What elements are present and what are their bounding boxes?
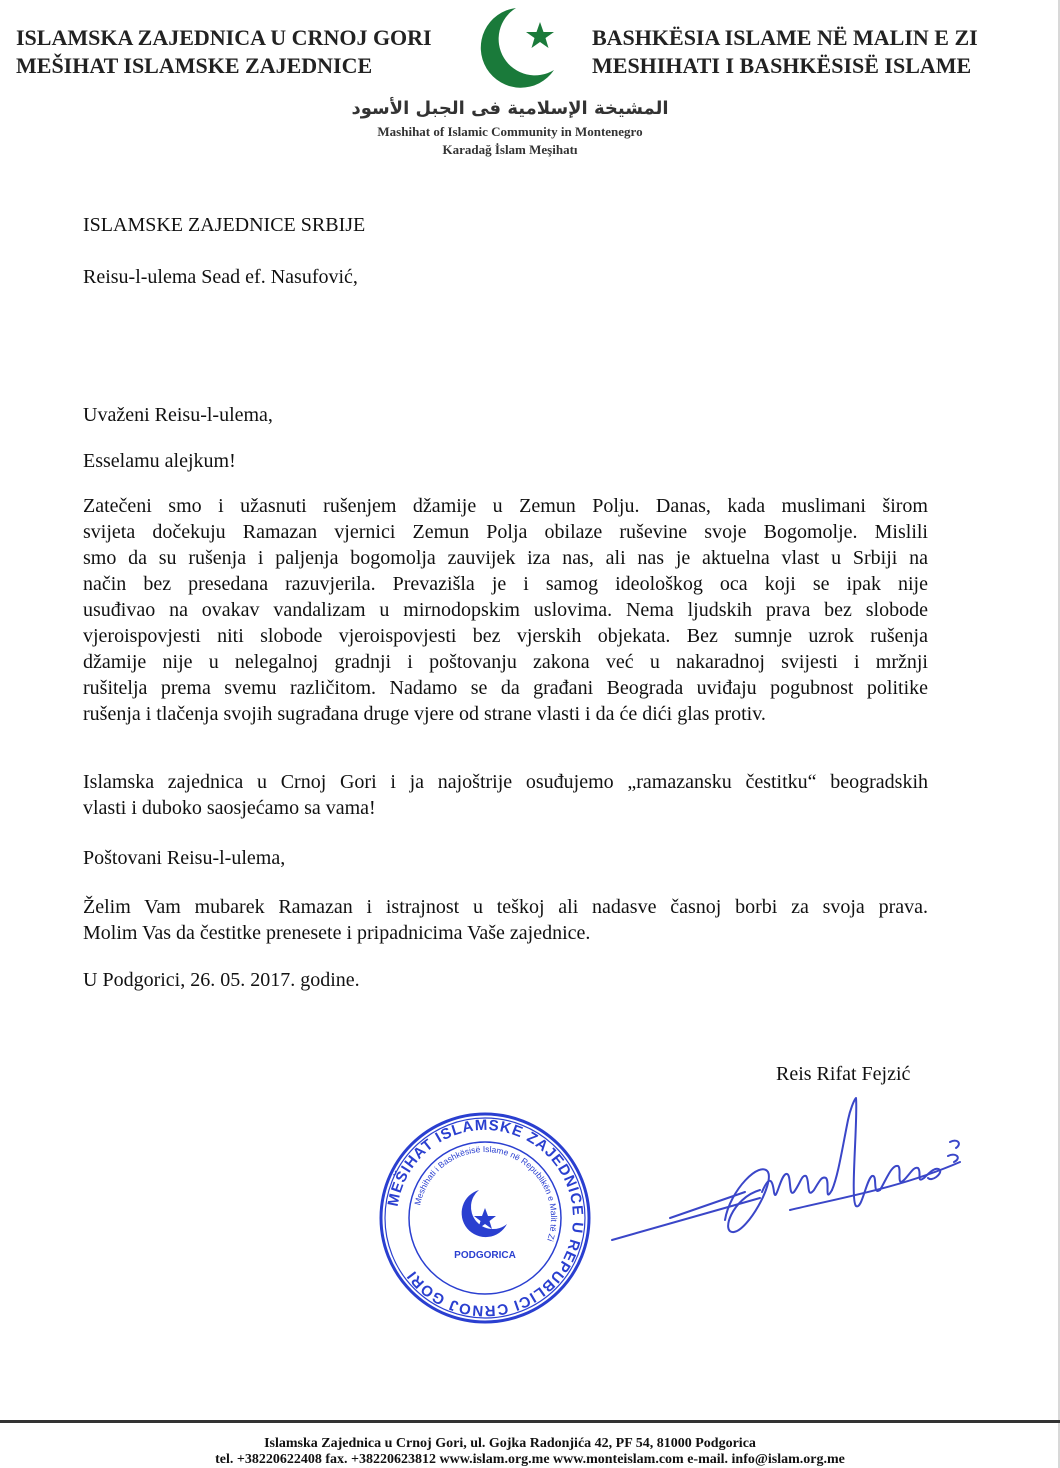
recipient-name: Reisu-l-ulema Sead ef. Nasufović, [83, 266, 358, 288]
letterhead-arabic: المشيخة الإسلامية فى الجبل الأسود [351, 98, 669, 119]
stamp-inner-text: Meshihati i Bashkësisë Islame në Republikën e Malit të Zi [412, 1143, 560, 1243]
paragraph-1-line: način bez presedana razuvjerila. Prevazišla je i samog ideološkog oca koji se ipak nije [83, 573, 928, 595]
paragraph-3-line: Želim Vam mubarek Ramazan i istrajnost u teškoj ali nadasve časnoj borbi za svoja prava. [83, 896, 928, 918]
official-stamp [375, 1108, 595, 1328]
letterhead-left-line2: MEŠIHAT ISLAMSKE ZAJEDNICE [16, 53, 373, 78]
greeting: Esselamu alejkum! [83, 450, 236, 472]
paragraph-1-line: džamije nije u nelegalnoj gradnji i poštovanju zakona već u nakaradnoj svijesti i mržnji [83, 651, 928, 673]
crescent-star-icon [470, 4, 570, 90]
footer-contacts: tel. +38220622408 fax. +38220623812 www.islam.org.me www.monteislam.com e-mail. info@islam.org.me [215, 1452, 845, 1467]
footer-address: Islamska Zajednica u Crnoj Gori, ul. Gojka Radonjića 42, PF 54, 81000 Podgorica [264, 1436, 756, 1451]
paragraph-2-line: vlasti i duboko saosjećamo sa vama! [83, 797, 376, 819]
letterhead-right [592, 24, 1012, 80]
paragraph-1-line: vjeroispovjesti niti slobode vjeroispovjesti bez vjerskih objekata. Bez sumnje uzrok rušenja [83, 625, 928, 647]
letterhead-left-line1: ISLAMSKA ZAJEDNICA U CRNOJ GORI [16, 25, 432, 50]
paragraph-1-line: smo da su rušenja i paljenja bogomolja zauvijek iza nas, ali nas je aktuelna vlast u Srbiji na [83, 547, 928, 569]
paragraph-1-line: rušitelja prema svemu različitom. Nadamo se da građani Beograda uviđaju pogubnost politike [83, 677, 928, 699]
handwritten-signature [610, 1080, 970, 1280]
stamp-outer-text: MEŠIHAT ISLAMSKE ZAJEDNICE U REPUBLICI CRNOJ GORI [384, 1116, 587, 1320]
stamp-city: PODGORICA [454, 1250, 516, 1261]
paragraph-1-line: usuđivao na ovakav vandalizam u mirnodopskim uslovima. Nema ljudskih prava bez slobode [83, 599, 928, 621]
salutation: Uvaženi Reisu-l-ulema, [83, 404, 273, 426]
place-date: U Podgorici, 26. 05. 2017. godine. [83, 969, 360, 991]
paragraph-3 [83, 894, 928, 946]
signatory-name: Reis Rifat Fejzić [776, 1063, 911, 1085]
paragraph-1-line: Zatečeni smo i užasnuti rušenjem džamije u Zemun Polju. Danas, kada muslimani širom [83, 495, 928, 517]
footer-rule [0, 1420, 1060, 1423]
letterhead-right-line1: BASHKËSIA ISLAME NË MALIN E ZI [592, 25, 978, 50]
stamp-crescent-icon [462, 1190, 507, 1237]
paragraph-1-line: rušenja i tlačenja svojih sugrađana druge vjere od strane vlasti i da će dići glas protiv. [83, 703, 766, 725]
paragraph-1 [83, 493, 928, 727]
paragraph-1-line: svijeta dočekuju Ramazan vjernici Zemun Polja obilaze ruševine svoje Bogomolje. Mislili [83, 521, 928, 543]
letterhead-english: Mashihat of Islamic Community in Montenegro [377, 124, 643, 139]
paragraph-2-line: Islamska zajednica u Crnoj Gori i ja najoštrije osuđujemo „ramazansku čestitku“ beogradskih [83, 771, 928, 793]
letterhead-left [16, 24, 456, 80]
paragraph-2 [83, 769, 928, 821]
letterhead-right-line2: MESHIHATI I BASHKËSISË ISLAME [592, 53, 972, 78]
letterhead-turkish: Karadağ İslam Meşihatı [442, 142, 578, 157]
closing-salutation: Poštovani Reisu-l-ulema, [83, 847, 286, 869]
paragraph-3-line: Molim Vas da čestitke prenesete i pripadnicima Vaše zajednice. [83, 922, 591, 944]
recipient-org: ISLAMSKE ZAJEDNICE SRBIJE [83, 214, 366, 236]
